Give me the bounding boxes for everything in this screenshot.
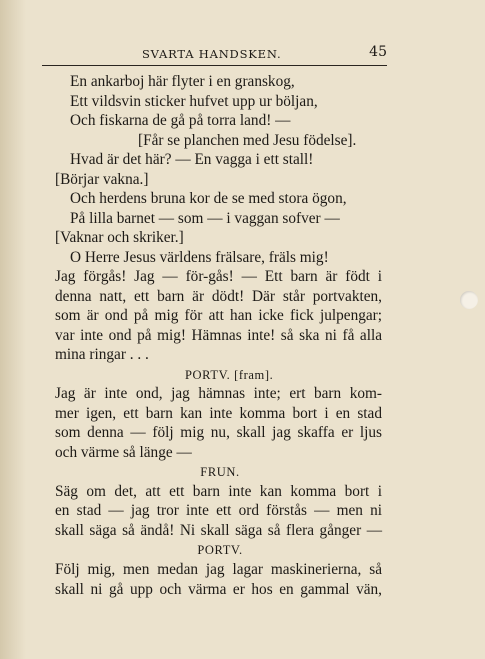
binding-shadow: [0, 0, 26, 659]
prose-line: Jag förgås! Jag — för-gås! — Ett barn är födt i: [55, 268, 382, 285]
stage-direction: [Får se planchen med Jesu födelse].: [138, 132, 357, 149]
verse-line: Ett vildsvin sticker hufvet upp ur böljan,: [70, 93, 318, 110]
page-hole: [460, 291, 478, 309]
prose-line: var inte ond på mig! Hämnas inte! så ska ni få alla: [55, 327, 382, 344]
prose-line: som denna — följ mig nu, skall jag skaffa er ljus: [55, 424, 382, 441]
verse-line: Hvad är det här? — En vagga i ett stall!: [70, 151, 314, 168]
prose-line: Jag är inte ond, jag hämnas inte; ert barn kom-: [55, 385, 382, 402]
stage-direction: [Vaknar och skriker.]: [55, 229, 184, 246]
prose-line: skall ni gå upp och värma er hos en gammal vän,: [55, 581, 382, 598]
running-title: SVARTA HANDSKEN.: [142, 47, 282, 61]
prose-line: Följ mig, men medan jag lagar maskinerierna, så: [55, 561, 382, 578]
prose-line: Säg om det, att ett barn inte kan komma bort i: [55, 483, 382, 500]
verse-line: Och herdens bruna kor de se med stora ögon,: [70, 190, 347, 207]
prose-line: mer igen, ett barn kan inte komma bort i en stad: [55, 405, 382, 422]
page-header: [42, 40, 387, 64]
speaker-name: PORTV.: [197, 543, 243, 557]
prose-line: en stad — jag tror inte ett ord förstås — men ni: [55, 502, 382, 519]
page-number: 45: [369, 44, 387, 60]
verse-line: På lilla barnet — som — i vaggan sofver —: [70, 210, 340, 227]
prose-line: som är ond på mig för att han icke fick julpengar;: [55, 307, 382, 324]
stage-direction: [Börjar vakna.]: [55, 171, 149, 188]
header-rule: [42, 65, 387, 66]
verse-line: Och fiskarna de gå på torra land! —: [70, 112, 291, 129]
verse-line: En ankarboj här flyter i en granskog,: [70, 73, 295, 90]
prose-line: denna natt, ett barn är dödt! Där står portvakten,: [55, 288, 382, 305]
speaker-name: PORTV. [fram].: [185, 368, 274, 382]
prose-line: mina ringar . . .: [55, 346, 149, 363]
prose-line: skall säga så ändå! Ni skall säga så flera gånger —: [55, 522, 382, 539]
verse-line: O Herre Jesus världens frälsare, fräls mig!: [70, 249, 329, 266]
prose-line: och värme så länge —: [55, 444, 192, 461]
speaker-name: FRUN.: [200, 465, 240, 479]
